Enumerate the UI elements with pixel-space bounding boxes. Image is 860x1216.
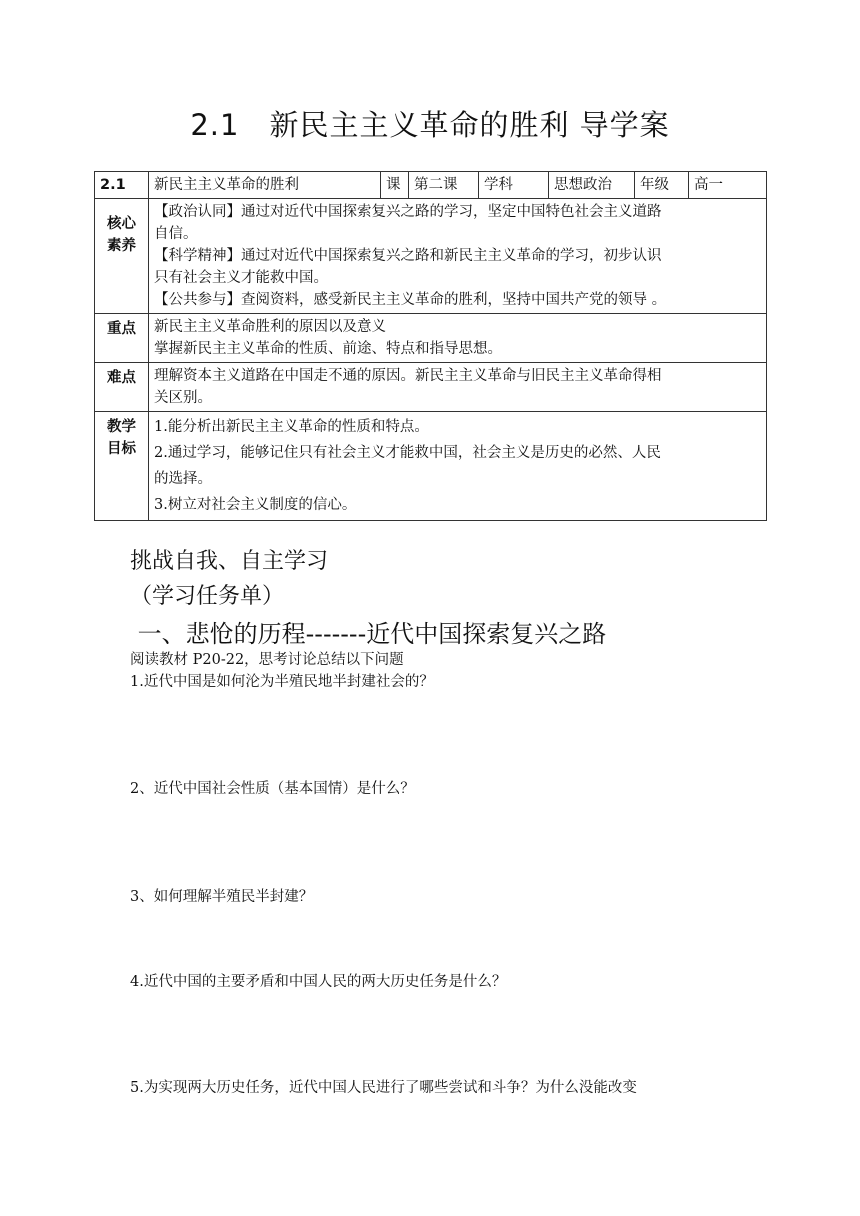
goal-content [149, 412, 767, 521]
difficulty-content [149, 363, 767, 412]
table-row-difficulty [95, 363, 767, 412]
table-row-header [95, 172, 767, 199]
lesson-title: 新民主主义革命的胜利 [149, 172, 381, 199]
core-label-line-1: 核心 [107, 216, 136, 232]
question-2: 2、近代中国社会性质（基本国情）是什么？ [130, 781, 415, 797]
lesson-info-table [94, 171, 767, 521]
core-line: 只有社会主义才能救中国。 [154, 270, 328, 286]
key-label: 重点 [95, 314, 149, 363]
part-one-heading: 一、悲怆的历程-------近代中国探索复兴之路 [130, 620, 607, 648]
question-1: 1.近代中国是如何沦为半殖民地半封建社会的？ [130, 674, 434, 690]
difficulty-label: 难点 [95, 363, 149, 412]
goal-label-line-2: 目标 [107, 441, 136, 457]
goal-label [95, 412, 149, 521]
question-4: 4.近代中国的主要矛盾和中国人民的两大历史任务是什么？ [130, 974, 507, 990]
core-label [95, 199, 149, 314]
task-list-heading: （学习任务单） [130, 584, 285, 609]
key-line: 新民主主义革命胜利的原因以及意义 [154, 319, 386, 335]
table-row-goals [95, 412, 767, 521]
goal-line: 2.通过学习，能够记住只有社会主义才能救中国，社会主义是历史的必然、人民 [154, 445, 661, 461]
goal-line: 的选择。 [154, 471, 212, 487]
table-row-key [95, 314, 767, 363]
ke-label: 课 [381, 172, 409, 199]
core-line: 【科学精神】通过对近代中国探索复兴之路和新民主主义革命的学习，初步认识 [154, 248, 662, 264]
ke-value: 第二课 [409, 172, 479, 199]
grade-value: 高一 [689, 172, 767, 199]
goal-line: 1.能分析出新民主主义革命的性质和特点。 [154, 419, 429, 435]
subject-value: 思想政治 [549, 172, 635, 199]
core-line: 自信。 [154, 226, 198, 242]
challenge-heading: 挑战自我、自主学习 [130, 549, 329, 574]
question-5: 5.为实现两大历史任务，近代中国人民进行了哪些尝试和斗争？为什么没能改变 [130, 1080, 637, 1096]
core-line: 【公共参与】查阅资料，感受新民主主义革命的胜利，坚持中国共产党的领导 。 [154, 292, 667, 308]
key-content [149, 314, 767, 363]
lesson-code: 2.1 [95, 172, 149, 199]
key-line: 掌握新民主主义革命的性质、前途、特点和指导思想。 [154, 341, 502, 357]
grade-label: 年级 [635, 172, 689, 199]
core-line: 【政治认同】通过对近代中国探索复兴之路的学习，坚定中国特色社会主义道路 [154, 204, 662, 220]
subject-label: 学科 [479, 172, 549, 199]
reading-instruction: 阅读教材 P20-22，思考讨论总结以下问题 [130, 652, 404, 668]
goal-label-line-1: 教学 [107, 419, 136, 435]
question-3: 3、如何理解半殖民半封建？ [130, 889, 314, 905]
goal-line: 3.树立对社会主义制度的信心。 [154, 497, 357, 513]
core-label-line-2: 素养 [107, 238, 136, 254]
difficulty-line: 理解资本主义道路在中国走不通的原因。新民主主义革命与旧民主主义革命得相 [154, 368, 662, 384]
difficulty-line: 关区别。 [154, 390, 212, 406]
document-title: 2.1 新民主主义革命的胜利 导学案 [190, 108, 670, 142]
table-row-core [95, 199, 767, 314]
core-content [149, 199, 767, 314]
